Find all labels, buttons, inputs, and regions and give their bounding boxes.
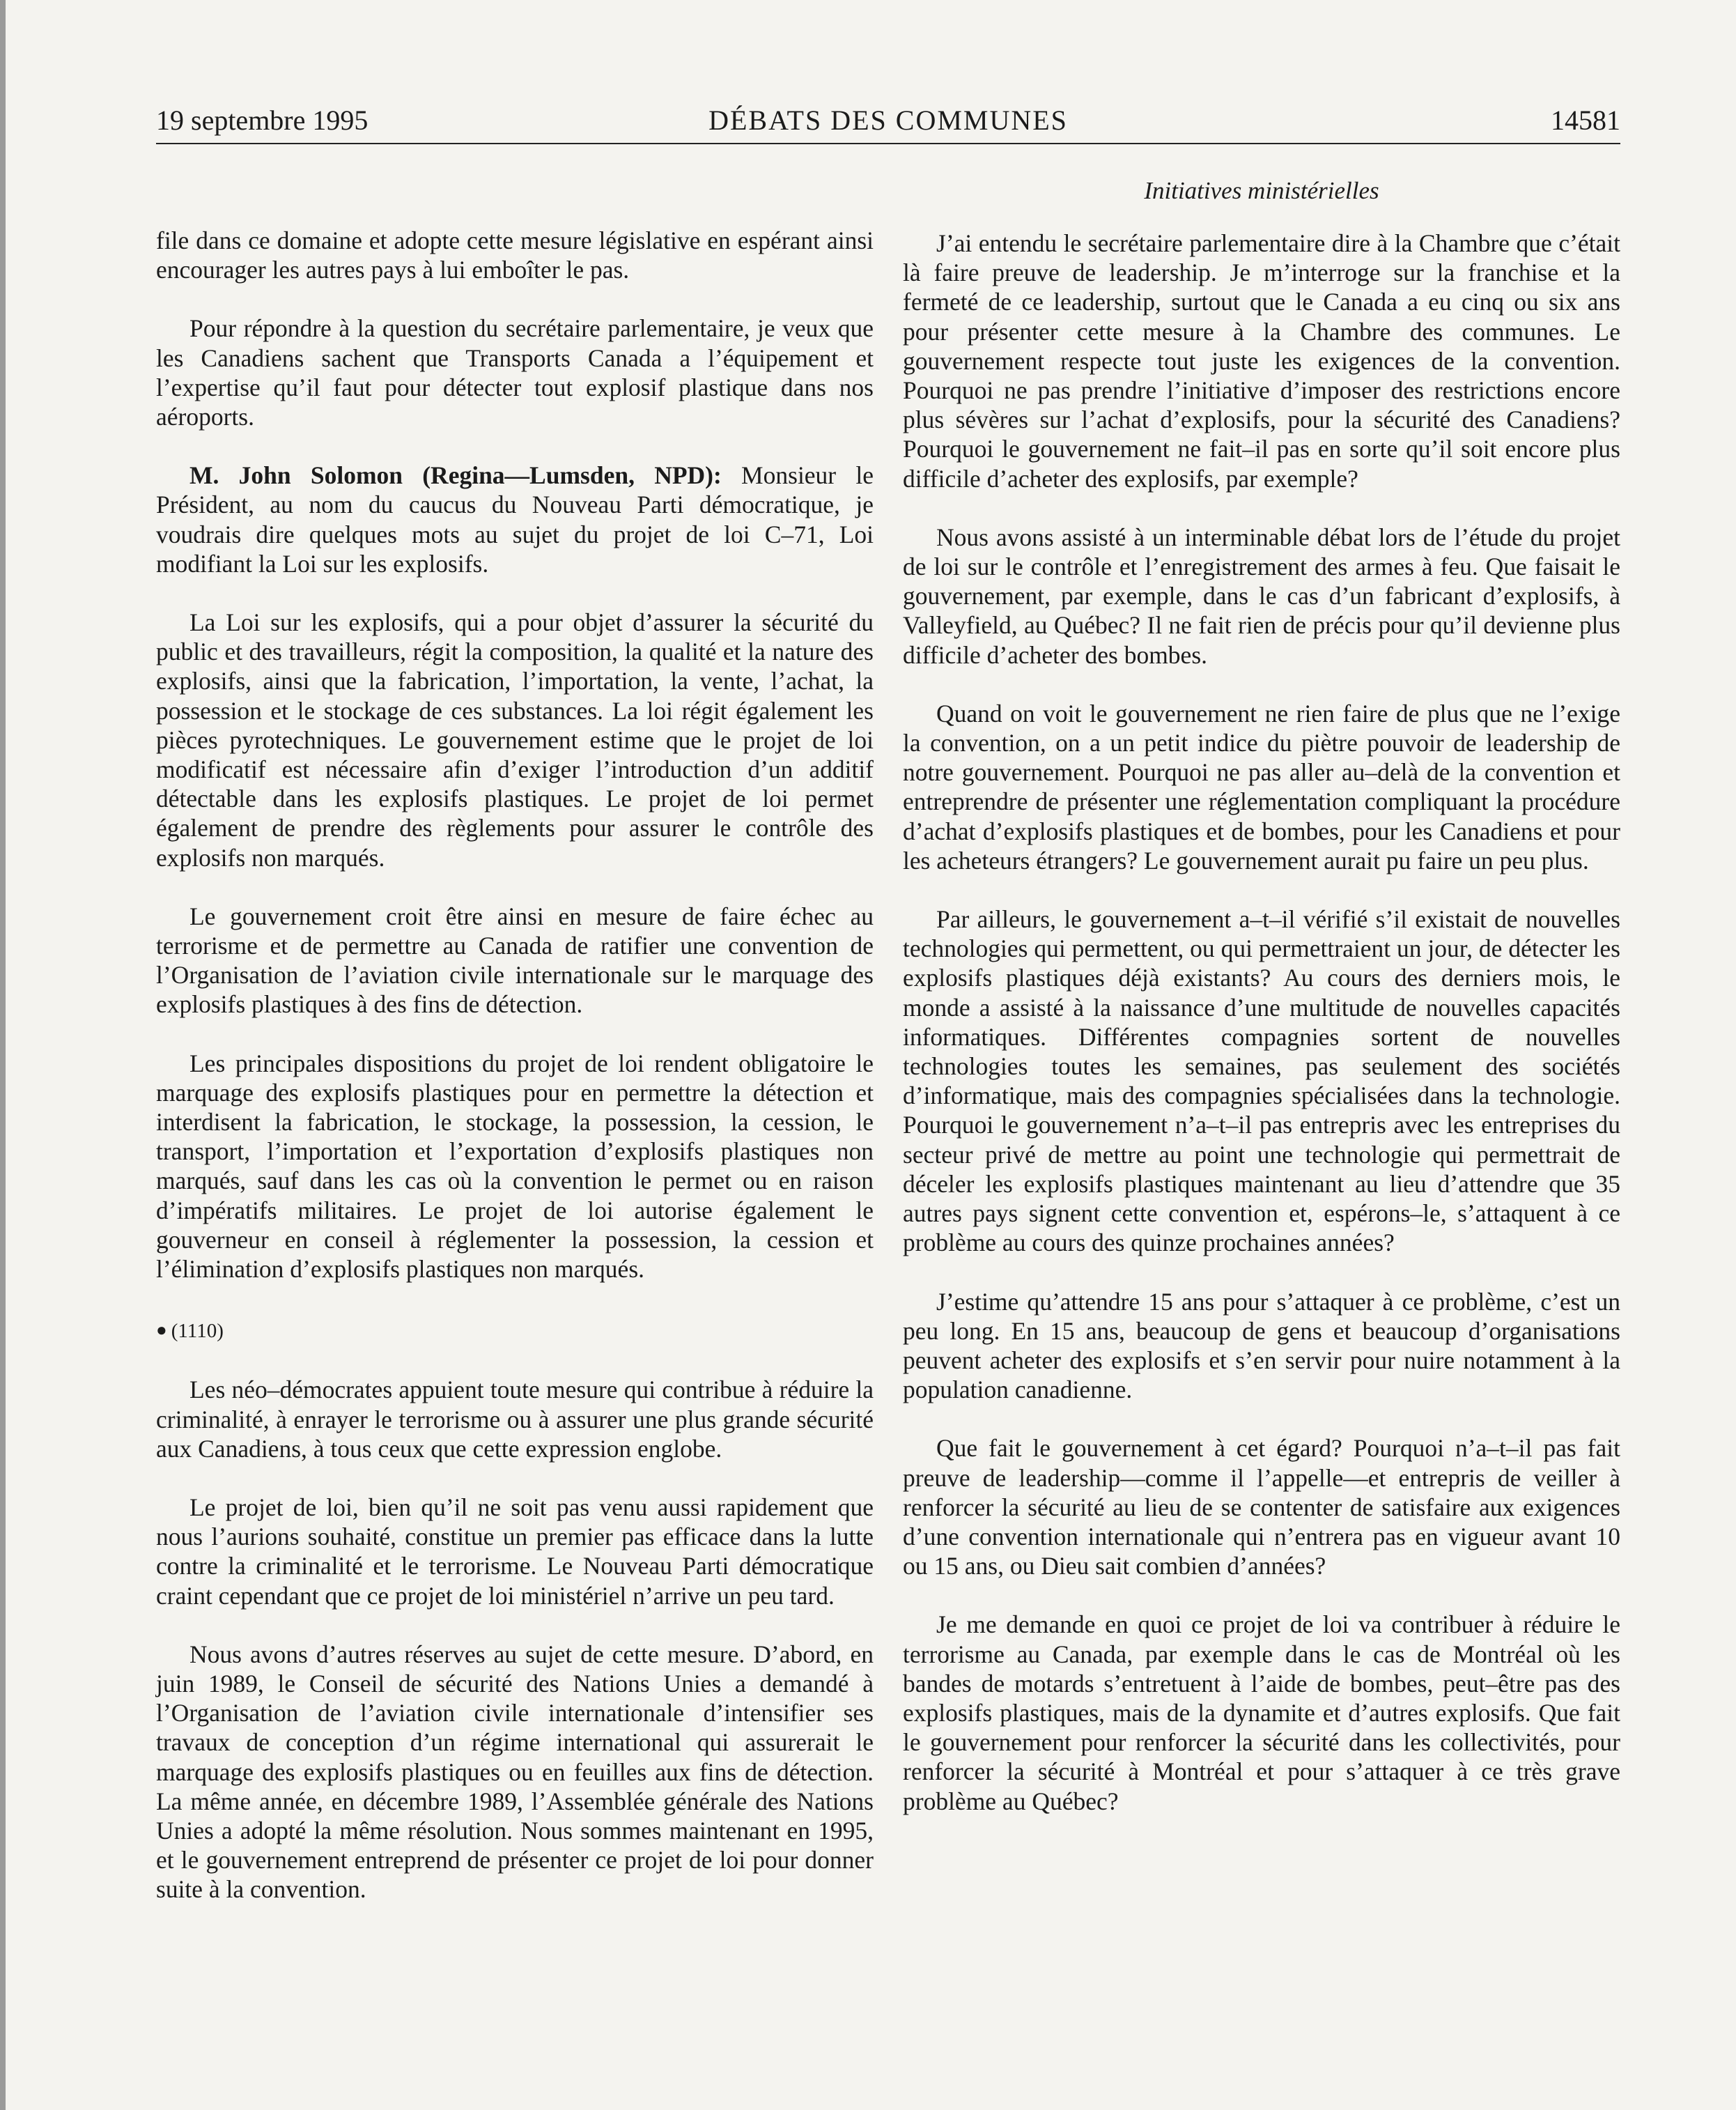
speaker-name: M. John Solomon (Regina—Lumsden, NPD): xyxy=(189,461,722,490)
paragraph: file dans ce domaine et adopte cette mesure législative en espérant ainsi encourager les autres pays à lui emboîter le pas. xyxy=(156,226,874,284)
header-title: DÉBATS DES COMMUNES xyxy=(708,105,1068,136)
bullet-icon: ● xyxy=(156,1320,167,1341)
time-marker xyxy=(156,1316,874,1346)
right-column xyxy=(903,229,1620,1845)
paragraph: Les principales dispositions du projet de loi rendent obligatoire le marquage des explosifs plastiques pour en permettre la détection et interdisent la fabrication, le stockage, la possession, la cession, le transport, l’importation et l’exportation d’explosifs plastiques non marqués, sauf dans les cas où la convention le permet ou en raison d’impératifs militaires. Le projet de loi autorise également le gouverneur en conseil à réglementer la possession, la cession et l’élimination d’explosifs plastiques non marqués. xyxy=(156,1049,874,1284)
header-rule xyxy=(156,143,1620,144)
paragraph: La Loi sur les explosifs, qui a pour objet d’assurer la sécurité du public et des travailleurs, régit la composition, la qualité et la nature des explosifs, ainsi que la fabrication, l’importation, la vente, l’achat, la possession et le stockage de ces substances. La loi régit également les pièces pyrotechniques. Le gouvernement estime que le projet de loi modificatif est nécessaire afin d’exiger l’introduction d’un additif détectable dans les explosifs plastiques. Le projet de loi permet également de prendre des règlements pour assurer le contrôle des explosifs non marqués. xyxy=(156,608,874,872)
paragraph: Nous avons assisté à un interminable débat lors de l’étude du projet de loi sur le contrôle et l’enregistrement des armes à feu. Que faisait le gouvernement, par exemple, dans le cas d’un fabricant d’explosifs, à Valleyfield, au Québec? Il ne fait rien de précis pour qu’il devienne plus difficile d’acheter des bombes. xyxy=(903,523,1620,669)
paragraph: Nous avons d’autres réserves au sujet de cette mesure. D’abord, en juin 1989, le Conseil de sécurité des Nations Unies a demandé à l’Organisation de l’aviation civile internationale d’intensifier ses travaux de conception d’un régime international qui assurerait le marquage des explosifs plastiques ou en feuilles aux fins de détection. La même année, en décembre 1989, l’Assemblée générale des Nations Unies a adopté la même résolution. Nous sommes maintenant en 1995, et le gouvernement entreprend de présenter ce projet de loi pour donner suite à la convention. xyxy=(156,1640,874,1904)
paragraph: Pour répondre à la question du secrétaire parlementaire, je veux que les Canadiens sachent que Transports Canada a l’équipement et l’expertise qu’il faut pour détecter tout explosif plastique dans nos aéroports. xyxy=(156,314,874,431)
speech-text: Monsieur le Président, au nom du caucus du Nouveau Parti démocratique, je voudrais dire quelques mots au sujet du projet de loi C–71, Loi modifiant la Loi sur les explosifs. xyxy=(156,461,874,578)
header-date: 19 septembre 1995 xyxy=(156,105,369,136)
page-header xyxy=(156,103,1620,145)
time-marker-text: (1110) xyxy=(171,1320,224,1343)
paragraph: J’estime qu’attendre 15 ans pour s’attaquer à ce problème, c’est un peu long. En 15 ans, beaucoup de gens et beaucoup d’organisations peuvent acheter des explosifs et s’en servir pour nuire notamment à la population canadienne. xyxy=(903,1287,1620,1404)
paragraph: Par ailleurs, le gouvernement a–t–il vérifié s’il existait de nouvelles technologies qui permettent, ou qui permettraient un jour, de détecter les explosifs plastiques déjà existants? Au cours des derniers mois, le monde a assisté à la naissance d’une multitude de nouvelles capacités informatiques. Différentes compagnies sortent de nouvelles technologies toutes les semaines, pas seulement des sociétés d’informatique, mais des compagnies spécialisées dans la technologie. Pourquoi le gouvernement n’a–t–il pas entrepris avec les entreprises du secteur privé de mettre au point une technologie qui permettrait de déceler les explosifs plastiques maintenant au lieu d’attendre que 35 autres pays signent cette convention et, espérons–le, s’attaquent à ce problème au cours des quinze prochaines années? xyxy=(903,905,1620,1257)
paragraph: Que fait le gouvernement à cet égard? Pourquoi n’a–t–il pas fait preuve de leadership—comme il l’appelle—et entrepris de veiller à renforcer la sécurité au lieu de se contenter de satisfaire aux exigences d’une convention internationale qui n’entrera pas en vigueur avant 10 ou 15 ans, ou Dieu sait combien d’années? xyxy=(903,1434,1620,1580)
paragraph: J’ai entendu le secrétaire parlementaire dire à la Chambre que c’était là faire preuve de leadership. Je m’interroge sur la franchise et la fermeté de ce leadership, surtout que le Canada a eu cinq ou six ans pour présenter cette mesure à la Chambre des communes. Le gouvernement respecte tout juste les exigences de la convention. Pourquoi ne pas prendre l’initiative d’imposer des restrictions encore plus sévères sur l’achat d’explosifs, pour la sécurité des Canadiens? Pourquoi le gouvernement ne fait–il pas en sorte qu’il soit encore plus difficile d’acheter des explosifs, par exemple? xyxy=(903,229,1620,493)
paragraph: Je me demande en quoi ce projet de loi va contribuer à réduire le terrorisme au Canada, par exemple dans le cas de Montréal où les bandes de motards s’entretuent à l’aide de bombes, peut–être pas des explosifs plastiques, mais de la dynamite et d’autres explosifs. Que fait le gouvernement pour renforcer la sécurité dans les collectivités, pour renforcer la sécurité à Montréal et pour s’attaquer à ce très grave problème au Québec? xyxy=(903,1610,1620,1815)
scan-edge xyxy=(0,0,6,2110)
running-head: Initiatives ministérielles xyxy=(1144,177,1379,204)
paragraph: Quand on voit le gouvernement ne rien faire de plus que ne l’exige la convention, on a un petit indice du piètre pouvoir de leadership de notre gouvernement. Pourquoi ne pas aller au–delà de la convention et entreprendre de présenter une réglementation compliquant la procédure d’achat d’explosifs plastiques et de bombes, pour les Canadiens et pour les acheteurs étrangers? Le gouvernement aurait pu faire un peu plus. xyxy=(903,699,1620,875)
paragraph: Les néo–démocrates appuient toute mesure qui contribue à réduire la criminalité, à enrayer le terrorisme ou à assurer une plus grande sécurité aux Canadiens, à tous ceux que cette expression englobe. xyxy=(156,1376,874,1463)
header-page-number: 14581 xyxy=(1551,105,1620,136)
left-column xyxy=(156,226,874,1934)
paragraph: Le gouvernement croit être ainsi en mesure de faire échec au terrorisme et de permettre au Canada de ratifier une convention de l’Organisation de l’aviation civile internationale sur le marquage des explosifs plastiques à des fins de détection. xyxy=(156,902,874,1019)
paragraph: Le projet de loi, bien qu’il ne soit pas venu aussi rapidement que nous l’aurions souhaité, constitue un premier pas efficace dans la lutte contre la criminalité et le terrorisme. Le Nouveau Parti démocratique craint cependant que ce projet de loi ministériel n’arrive un peu tard. xyxy=(156,1493,874,1610)
paragraph xyxy=(156,461,874,578)
